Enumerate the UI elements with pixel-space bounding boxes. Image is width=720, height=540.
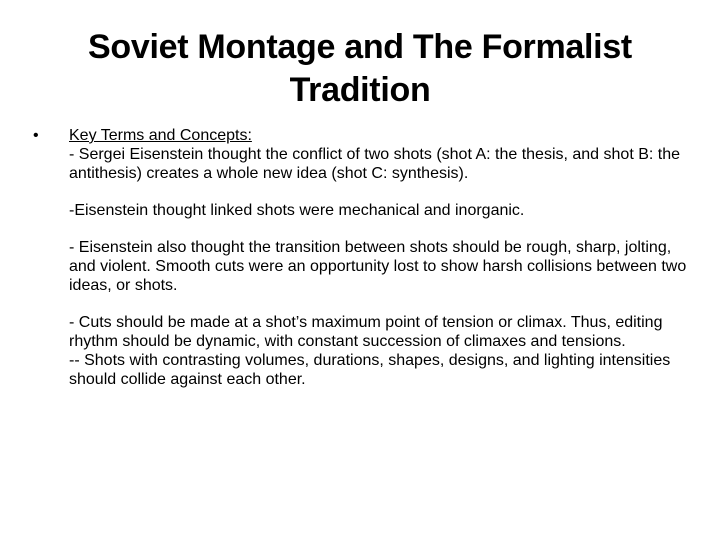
paragraph-linked-shots: -Eisenstein thought linked shots were mechanical and inorganic.: [69, 202, 525, 219]
paragraph-thesis-antithesis: - Sergei Eisenstein thought the conflict of two shots (shot A: the thesis, and shot B: the antithesis) creates a whole new idea (shot C: synthesis).: [69, 146, 681, 182]
section-heading: Key Terms and Concepts:: [69, 127, 252, 144]
slide-title-line-2: Tradition: [289, 71, 431, 109]
slide-title-line-1: Soviet Montage and The Formalist: [88, 28, 632, 66]
slide-title: [40, 26, 680, 112]
paragraph-transitions: - Eisenstein also thought the transition between shots should be rough, sharp, jolting, and violent. Smooth cuts were an opportunity lost to show harsh collisions between two ideas, or shots.: [69, 239, 687, 294]
paragraph-cuts-tension: - Cuts should be made at a shot’s maximum point of tension or climax. Thus, editing rhythm should be dynamic, with constant succession of climaxes and tensions.: [69, 314, 663, 350]
bullet-icon: •: [33, 127, 39, 144]
bullet-body: [69, 126, 693, 389]
bullet-item: [33, 126, 693, 389]
paragraph-contrasting-shots: -- Shots with contrasting volumes, durations, shapes, designs, and lighting intensities should collide against each other.: [69, 352, 671, 388]
slide-body: [33, 126, 693, 389]
